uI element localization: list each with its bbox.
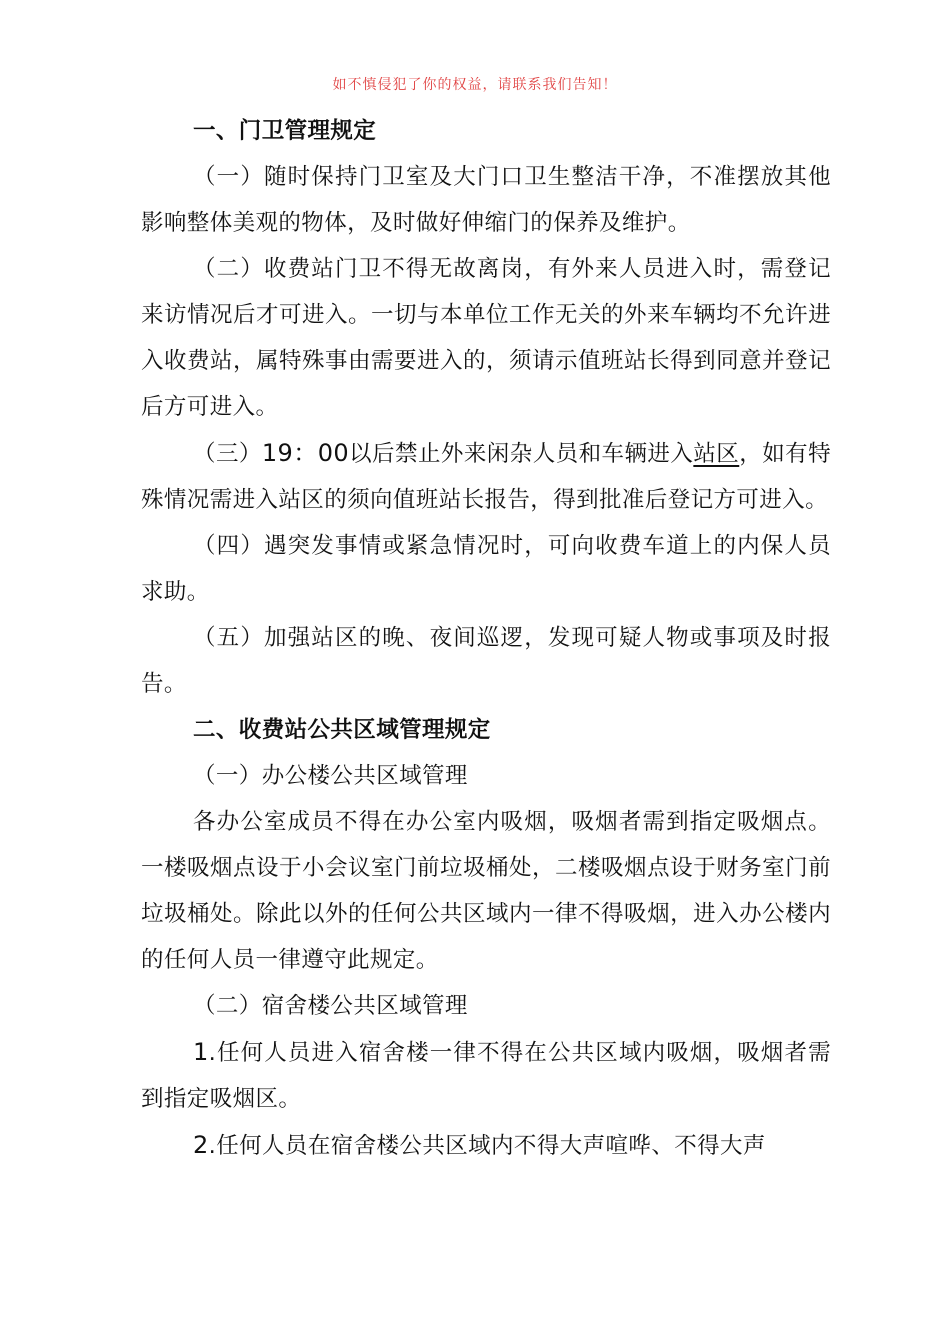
list-item-1-text: .任何人员进入宿舍楼一律不得在公共区域内吸烟，吸烟者需到指定吸烟区。 xyxy=(141,1040,831,1112)
paragraph-3-mid: 以后禁止外来闲杂人员和车辆进入 xyxy=(349,441,694,467)
paragraph-3-prefix: （三） xyxy=(193,441,262,467)
underlined-term: 站区 xyxy=(693,441,740,467)
document-body xyxy=(141,108,831,1169)
list-item-2-text: .任何人员在宿舍楼公共区域内不得大声喧哗、不得大声 xyxy=(208,1133,766,1159)
list-item-2-number: 2 xyxy=(193,1131,209,1159)
subsection-1-body: 各办公室成员不得在办公室内吸烟，吸烟者需到指定吸烟点。一楼吸烟点设于小会议室门前垃圾桶处，二楼吸烟点设于财务室门前垃圾桶处。除此以外的任何公共区域内一律不得吸烟，进入办公楼内的任何人员一律遵守此规定。 xyxy=(141,809,831,973)
copyright-notice: 如不慎侵犯了你的权益，请联系我们告知！ xyxy=(332,77,618,93)
section-1-paragraph-3 xyxy=(141,430,831,523)
paragraph-3-rest: ，如有特殊情况需进入站区的须向值班站长报告，得到批准后登记方可进入。 xyxy=(141,441,831,513)
section-1-paragraph-2: （二）收费站门卫不得无故离岗，有外来人员进入时，需登记来访情况后才可进入。一切与本单位工作无关的外来车辆均不允许进入收费站，属特殊事由需要进入的，须请示值班站长得到同意并登记后方可进入。 xyxy=(141,256,831,420)
section-1-paragraph-5: （五）加强站区的晚、夜间巡逻，发现可疑人物或事项及时报告。 xyxy=(141,625,831,697)
section-1-paragraph-1: （一）随时保持门卫室及大门口卫生整洁干净，不准摆放其他影响整体美观的物体，及时做好伸缩门的保养及维护。 xyxy=(141,164,831,236)
list-item-1 xyxy=(141,1029,831,1122)
list-item-1-number: 1 xyxy=(193,1038,209,1066)
subsection-2-title: （二）宿舍楼公共区域管理 xyxy=(193,993,468,1019)
subsection-1-title: （一）办公楼公共区域管理 xyxy=(193,763,468,789)
list-item-2 xyxy=(141,1122,831,1169)
paragraph-3-time: 19：00 xyxy=(261,439,350,467)
section-2-title: 二、收费站公共区域管理规定 xyxy=(193,717,491,743)
section-1-title: 一、门卫管理规定 xyxy=(193,118,377,144)
section-1-paragraph-4: （四）遇突发事情或紧急情况时，可向收费车道上的内保人员求助。 xyxy=(141,533,831,605)
